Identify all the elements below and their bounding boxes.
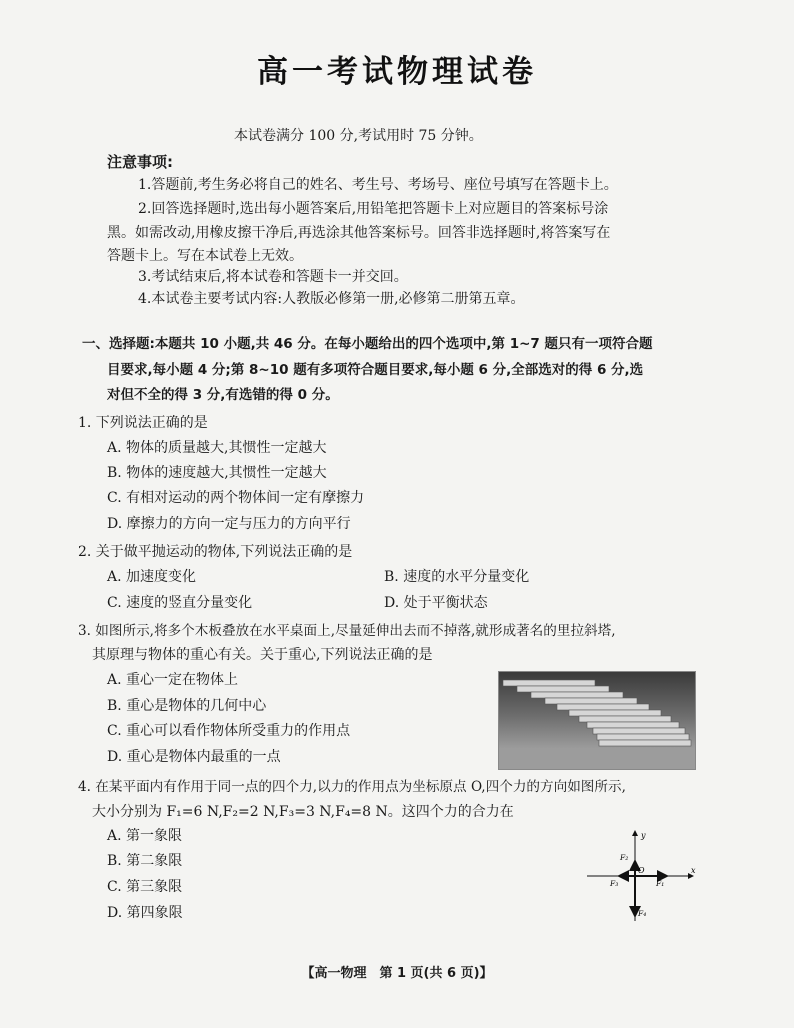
q4-option-d: D. 第四象限 xyxy=(107,905,183,921)
q4-option-b: B. 第二象限 xyxy=(107,853,183,869)
intro-text: 本试卷满分 100 分,考试用时 75 分钟。 xyxy=(234,128,483,144)
question-3-stem: 3. 如图所示,将多个木板叠放在水平桌面上,尽量延伸出去而不掉落,就形成著名的里拉斜塔, xyxy=(78,623,616,639)
q2-option-d: D. 处于平衡状态 xyxy=(384,595,488,611)
notice-item: 1.答题前,考生务必将自己的姓名、考生号、考场号、座位号填写在答题卡上。 xyxy=(138,177,618,193)
notice-item: 3.考试结束后,将本试卷和答题卡一并交回。 xyxy=(138,269,408,285)
f4-label: F₄ xyxy=(638,909,647,918)
notice-item: 黑。如需改动,用橡皮擦干净后,再选涂其他答案标号。回答非选择题时,将答案写在 xyxy=(107,225,611,241)
x-label: x xyxy=(691,866,696,875)
q3-option-a: A. 重心一定在物体上 xyxy=(107,672,239,688)
q2-option-c: C. 速度的竖直分量变化 xyxy=(107,595,253,611)
question-1-stem: 1. 下列说法正确的是 xyxy=(78,415,208,431)
q1-option-a: A. 物体的质量越大,其惯性一定越大 xyxy=(107,440,327,456)
y-label: y xyxy=(641,831,646,840)
q4-option-c: C. 第三象限 xyxy=(107,879,183,895)
q3-option-d: D. 重心是物体内最重的一点 xyxy=(107,749,281,765)
page-title: 高一考试物理试卷 xyxy=(257,54,537,90)
section-instructions: 目要求,每小题 4 分;第 8~10 题有多项符合题目要求,每小题 6 分,全部选对的得 6 分,选 xyxy=(107,362,644,378)
q3-option-c: C. 重心可以看作物体所受重力的作用点 xyxy=(107,723,351,739)
f3-label: F₃ xyxy=(610,879,619,888)
q3-option-b: B. 重心是物体的几何中心 xyxy=(107,698,267,714)
page-footer: 【高一物理 第 1 页(共 6 页)】 xyxy=(301,966,493,981)
section-instructions: 对但不全的得 3 分,有选错的得 0 分。 xyxy=(107,387,339,403)
q1-option-b: B. 物体的速度越大,其惯性一定越大 xyxy=(107,465,327,481)
notice-item: 答题卡上。写在本试卷上无效。 xyxy=(107,248,303,264)
question-2-stem: 2. 关于做平抛运动的物体,下列说法正确的是 xyxy=(78,544,353,560)
q2-option-a: A. 加速度变化 xyxy=(107,569,197,585)
question-3-stem: 其原理与物体的重心有关。关于重心,下列说法正确的是 xyxy=(92,647,433,663)
origin-label: O xyxy=(638,866,645,875)
section-instructions: 一、选择题:本题共 10 小题,共 46 分。在每小题给出的四个选项中,第 1~7 题只有一项符合题 xyxy=(82,336,653,352)
question-4-stem: 大小分别为 F₁=6 N,F₂=2 N,F₃=3 N,F₄=8 N。这四个力的合力在 xyxy=(92,804,514,820)
f2-label: F₂ xyxy=(620,853,629,862)
notice-item: 2.回答选择题时,选出每小题答案后,用铅笔把答题卡上对应题目的答案标号涂 xyxy=(138,201,609,217)
f1-label: F₁ xyxy=(656,879,665,888)
force-diagram xyxy=(585,828,700,923)
notice-item: 4.本试卷主要考试内容:人教版必修第一册,必修第二册第五章。 xyxy=(138,291,525,307)
q1-option-c: C. 有相对运动的两个物体间一定有摩擦力 xyxy=(107,490,365,506)
leaning-tower-photo xyxy=(498,671,696,770)
q4-option-a: A. 第一象限 xyxy=(107,828,183,844)
notice-heading: 注意事项: xyxy=(107,153,173,171)
question-4-stem: 4. 在某平面内有作用于同一点的四个力,以力的作用点为坐标原点 O,四个力的方向如图所示, xyxy=(78,779,626,795)
q1-option-d: D. 摩擦力的方向一定与压力的方向平行 xyxy=(107,516,351,532)
q2-option-b: B. 速度的水平分量变化 xyxy=(384,569,530,585)
